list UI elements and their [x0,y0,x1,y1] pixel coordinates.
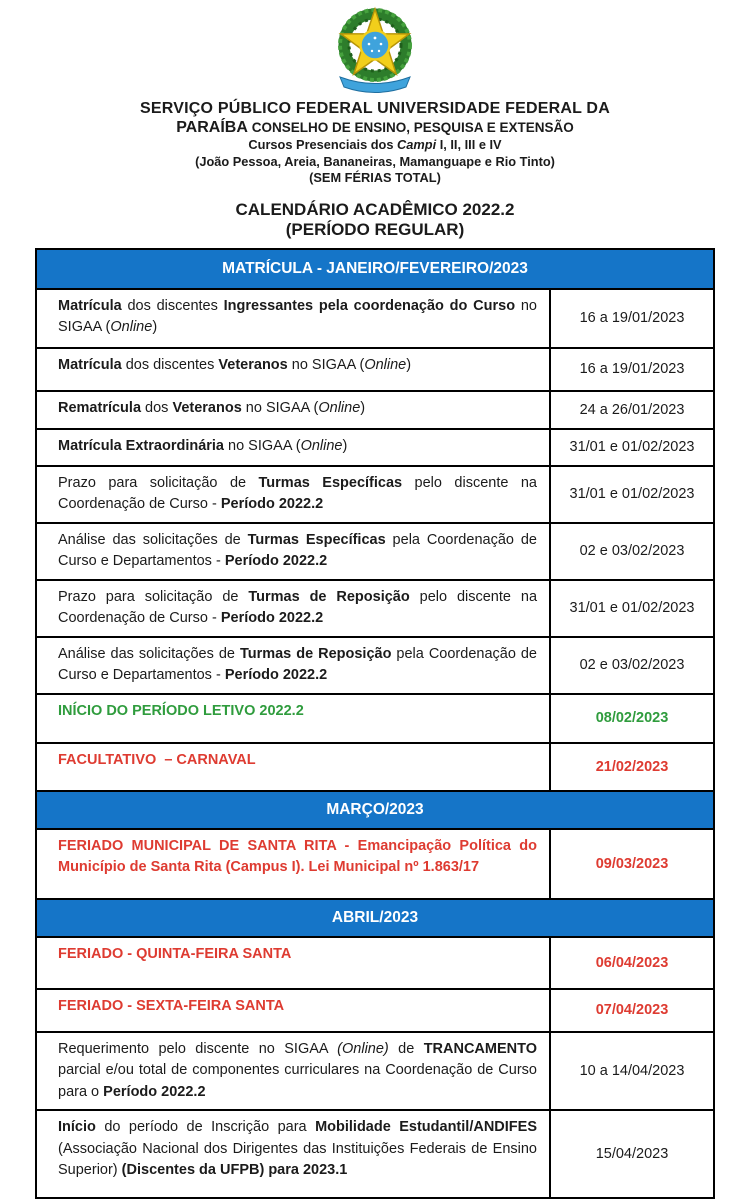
table-row [36,1110,714,1198]
event-date: 24 a 26/01/2023 [550,391,714,429]
page-title-line1: CALENDÁRIO ACADÊMICO 2022.2 [0,200,750,221]
document-header [0,99,750,187]
page-title [0,200,750,241]
event-description: Análise das solicitações de Turmas Específicas pela Coordenação de Curso e Departamentos - Período 2022.2 [36,523,550,580]
event-description: INÍCIO DO PERÍODO LETIVO 2022.2 [36,694,550,743]
table-row [36,829,714,899]
event-description: Prazo para solicitação de Turmas de Reposição pelo discente na Coordenação de Curso - Período 2022.2 [36,580,550,637]
courses-line-prefix: Cursos Presenciais dos [248,137,397,152]
org-name-line2-small: CONSELHO DE ENSINO, PESQUISA E EXTENSÃO [252,120,574,135]
event-date: 02 e 03/02/2023 [550,523,714,580]
event-description: Análise das solicitações de Turmas de Reposição pela Coordenação de Curso e Departamentos - Período 2022.2 [36,637,550,694]
section-header-row [36,791,714,829]
event-description: FACULTATIVO – CARNAVAL [36,743,550,791]
section-header-label: ABRIL/2023 [36,899,714,937]
event-date: 21/02/2023 [550,743,714,791]
event-date: 06/04/2023 [550,937,714,989]
campuses-line: (João Pessoa, Areia, Bananeiras, Mamanguape e Rio Tinto) [0,154,750,171]
org-name-line1: SERVIÇO PÚBLICO FEDERAL UNIVERSIDADE FEDERAL DA [0,99,750,118]
crest-container [0,6,750,96]
courses-line [0,137,750,154]
event-date: 15/04/2023 [550,1110,714,1198]
event-date: 16 a 19/01/2023 [550,348,714,391]
section-header-row [36,899,714,937]
brazil-coat-of-arms-icon [322,6,428,96]
table-row [36,466,714,523]
table-row [36,348,714,391]
event-description: Matrícula dos discentes Ingressantes pela coordenação do Curso no SIGAA (Online) [36,289,550,348]
event-date: 10 a 14/04/2023 [550,1032,714,1111]
section-header-label: MARÇO/2023 [36,791,714,829]
table-row [36,391,714,429]
table-row [36,694,714,743]
courses-line-suffix: I, II, III e IV [436,137,501,152]
event-date: 31/01 e 01/02/2023 [550,580,714,637]
event-date: 09/03/2023 [550,829,714,899]
event-description: Matrícula Extraordinária no SIGAA (Online) [36,429,550,466]
event-description: FERIADO MUNICIPAL DE SANTA RITA - Emancipação Política do Município de Santa Rita (Campus I). Lei Municipal nº 1.863/17 [36,829,550,899]
calendar-table [35,248,715,1199]
org-name-line2 [0,118,750,137]
event-description: Requerimento pelo discente no SIGAA (Online) de TRANCAMENTO parcial e/ou total de componentes curriculares na Coordenação de Curso para o Período 2022.2 [36,1032,550,1111]
table-row [36,429,714,466]
table-row [36,580,714,637]
section-header-label: MATRÍCULA - JANEIRO/FEVEREIRO/2023 [36,249,714,289]
event-date: 31/01 e 01/02/2023 [550,466,714,523]
org-name-line2-big: PARAÍBA [176,119,247,136]
table-row [36,637,714,694]
event-date: 08/02/2023 [550,694,714,743]
no-vacation-line: (SEM FÉRIAS TOTAL) [0,170,750,187]
event-date: 02 e 03/02/2023 [550,637,714,694]
event-description: FERIADO - QUINTA-FEIRA SANTA [36,937,550,989]
courses-line-campi: Campi [397,137,436,152]
event-date: 07/04/2023 [550,989,714,1032]
event-description: Início do período de Inscrição para Mobilidade Estudantil/ANDIFES (Associação Nacional dos Dirigentes das Instituições Federais de Ensino Superior) (Discentes da UFPB) para 2023.1 [36,1110,550,1198]
event-description: Matrícula dos discentes Veteranos no SIGAA (Online) [36,348,550,391]
table-row [36,937,714,989]
table-row [36,743,714,791]
section-header-row [36,249,714,289]
table-row [36,989,714,1032]
page-title-line2: (PERÍODO REGULAR) [0,220,750,241]
event-date: 16 a 19/01/2023 [550,289,714,348]
event-description: FERIADO - SEXTA-FEIRA SANTA [36,989,550,1032]
table-row [36,523,714,580]
table-row [36,1032,714,1111]
table-row [36,289,714,348]
calendar-table-body [36,249,714,1199]
event-description: Rematrícula dos Veteranos no SIGAA (Online) [36,391,550,429]
event-date: 31/01 e 01/02/2023 [550,429,714,466]
event-description: Prazo para solicitação de Turmas Específicas pelo discente na Coordenação de Curso - Período 2022.2 [36,466,550,523]
